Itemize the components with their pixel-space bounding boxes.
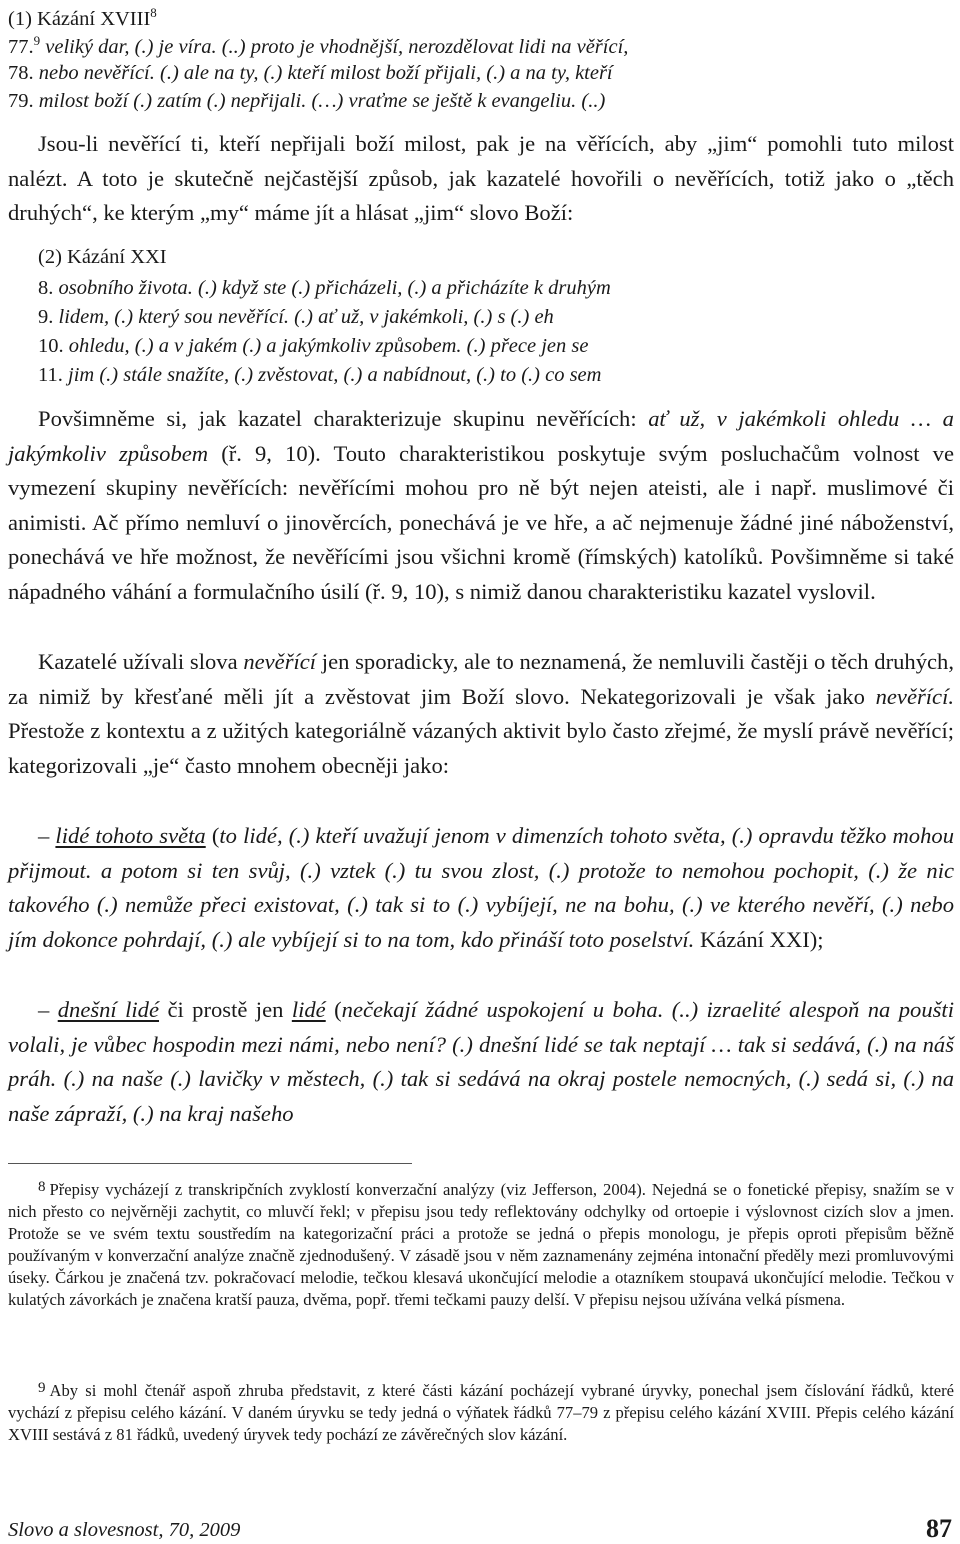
quote-2: – dnešní lidé či prostě jen lidé (nečekají žádné uspokojení u boha. (..) izraelité alespoň na poušti volali, je vůbec hospodin mezi námi, nebo není? (.) dnešní lidé se tak neptají … tak si sedává, (.) na náš práh. (.) na naše (.) lavičky v městech, (.) tak si sedává na okraj postele nemocných, (.) sedá si, (.) na naše zápraží, (.) na kraj našeho	[8, 997, 954, 1126]
journal-citation: Slovo a slovesnost, 70, 2009	[8, 1519, 241, 1541]
excerpt-1-line-78: 78. nebo nevěřící. (.) ale na ty, (.) kteří milost boží přijali, (.) a na ty, kteří	[8, 62, 613, 84]
footnote-8-text: Přepisy vycházejí z transkripčních zvyklostí konverzační analýzy (viz Jefferson, 2004). Nejedná se o fonetické přepisy, snažím se v nich přesto co nejvěrněji zachytit, co mluvčí řekl; v přepisu jsou tedy reflektovány odchylky od ortoepie i výslovnost cizích slov a jmen. Protože se ve svém textu soustředím na kategorizační práci a protože se jedná o přepis monologu, je přepis oproti přepisům běžně používaným v konverzační analýze značně zjednodušený. V zásadě jsou v něm zaznamenány zejména intonační předěly mezi promluvovými úseky. Čárkou je značená tzv. pokračovací melodie, tečkou klesavá ukončující melodie a otazníkem stoupavá ukončující melodie. Tečkou v kulatých závorkách je značena kratší pauza, dvěma, popř. třemi tečkami pauzy delší. V přepisu nejsou užívána velká písmena.	[8, 1180, 954, 1309]
excerpt-2-line-9: 9. lidem, (.) který sou nevěřící. (.) ať už, v jakémkoli, (.) s (.) eh	[38, 306, 554, 328]
footnote-ref-9: 9	[33, 33, 41, 48]
paragraph-1: Jsou-li nevěřící ti, kteří nepřijali boží milost, pak je na věřících, aby „jim“ pomohli tuto milost nalézt. A toto je skutečně nejčastější způsob, jak kazatelé hovořili o nevěřících, totiž jako o „těch druhých“, ke kterým „my“ máme jít a hlásat „jim“ slovo Boží:	[8, 131, 954, 226]
excerpt-2-line-10: 10. ohledu, (.) a v jakém (.) a jakýmkoliv způsobem. (.) přece jen se	[38, 335, 589, 357]
paragraph-3: Kazatelé užívali slova nevěřící jen sporadicky, ale to neznamená, že nemluvili častěji o těch druhých, za nimiž by křesťané měli jít a zvěstovat jim Boží slovo. Nekategorizovali je však jako nevěřící. Přestože z kontextu a z užitých kategoriálně vázaných aktivit bylo často zřejmé, že myslí právě nevěřící; kategorizovali „je“ často mnohem obecněji jako:	[8, 649, 954, 778]
paragraph-2: Povšimněme si, jak kazatel charakterizuje skupinu nevěřících: ať už, v jakémkoli ohledu … a jakýmkoliv způsobem (ř. 9, 10). Touto charakteristikou poskytuje svým posluchačům volnost ve vymezení skupiny nevěřících: nevěřícími mohou pro ně být nejen ateisti, ale i např. muslimové či animisti. Ač přímo nemluví o jinověrcích, ponechává je ve hře, a ač nejmenuje žádné jiné náboženství, ponechává ve hře možnost, že nevěřícími jsou všichni kromě (římských) katolíků. Povšimněme si také nápadného váhání a formulačního úsilí (ř. 9, 10), s nimiž danou charakteristiku kazatel vyslovil.	[8, 406, 954, 604]
excerpt-2-header: (2) Kázání XXI	[38, 246, 167, 268]
footnote-rule	[8, 1163, 412, 1164]
footnote-9-number: 9	[38, 1380, 46, 1396]
footnote-9-text: Aby si mohl čtenář aspoň zhruba představit, z které části kázání pocházejí vybrané úryvky, ponechal jsem číslování řádků, které vychází z přepisu celého kázání. V daném úryvku se tedy jedná o výňatek řádků 77–79 z přepisu celého kázání XVIII. Přepis celého kázání XVIII sestává z 81 řádků, uvedený úryvek tedy pochází ze závěrečných slov kázání.	[8, 1381, 954, 1444]
page-number: 87	[926, 1514, 952, 1543]
footnote-8	[8, 1177, 954, 1310]
excerpt-2-line-8: 8. osobního života. (.) když ste (.) přicházeli, (.) a přicházíte k druhým	[38, 277, 611, 299]
excerpt-1-line-77: 77.$^9$ veliký dar, (.) je víra. (..) proto je vhodnější, nerozdělovat lidi na věřící,	[8, 33, 629, 58]
excerpt-1-title: (1) Kázání XVIII	[8, 8, 151, 30]
excerpt-1-line-79: 79. milost boží (.) zatím (.) nepřijali. (…) vraťme se ještě k evangeliu. (..)	[8, 90, 606, 112]
footnote-9	[8, 1378, 954, 1446]
footnote-ref-8: 8	[150, 5, 157, 20]
footnote-8-number: 8	[38, 1179, 46, 1195]
excerpt-1-header	[8, 6, 157, 30]
excerpt-2-line-11: 11. jim (.) stále snažíte, (.) zvěstovat, (.) a nabídnout, (.) to (.) co sem	[38, 364, 602, 386]
quote-1: – lidé tohoto světa (to lidé, (.) kteří uvažují jenom v dimenzích tohoto světa, (.) opravdu těžko mohou přijmout. a potom si ten svůj, (.) vztek (.) tu svou zlost, (.) protože to nemohou pochopit, (.) že nic takového (.) nemůže přeci existovat, (.) tak si to (.) vybíjejí, ne na bohu, (.) ve kterého nevěří, (.) nebo jím dokonce pohrdají, (.) ale vybíjejí si to na tom, kdo přináší toto poselství. Kázání XXI);	[8, 823, 954, 952]
